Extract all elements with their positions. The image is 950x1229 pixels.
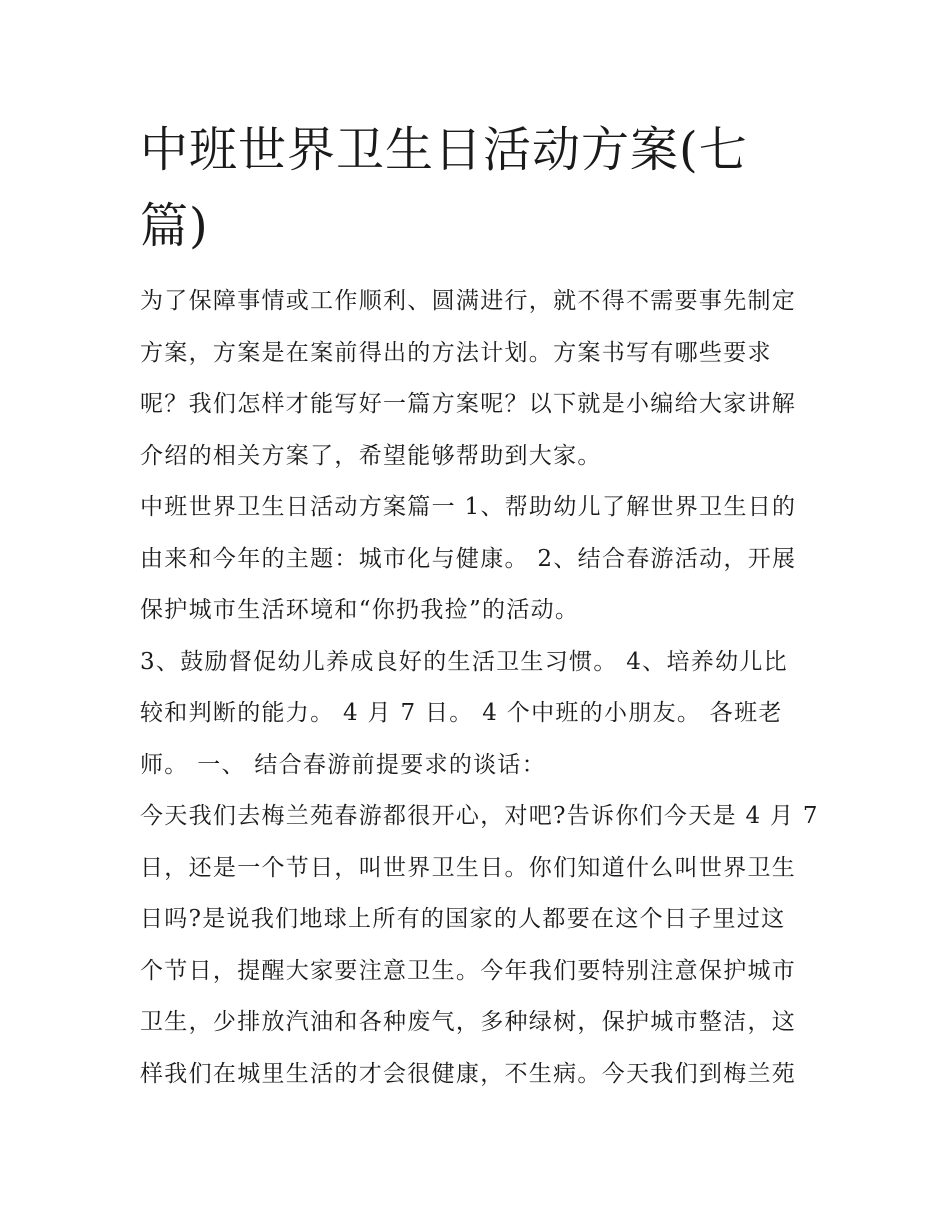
text-line: 中班世界卫生日活动方案篇一 1、帮助幼儿了解世界卫生日的 [140, 494, 797, 520]
title-line: 篇) [140, 198, 209, 254]
text-line: 个节日，提醒大家要注意卫生。今年我们要特别注意保护城市 [140, 957, 797, 984]
text-line: 保护城市生活环境和“你扔我捡”的活动。 [140, 597, 580, 623]
text-line: 呢？我们怎样才能写好一篇方案呢？以下就是小编给大家讲解 [140, 391, 797, 417]
text-line: 由来和今年的主题：城市化与健康。 2、结合春游活动，开展 [140, 545, 797, 572]
intro-paragraph [140, 276, 820, 482]
text-line: 介绍的相关方案了，希望能够帮助到大家。 [140, 442, 602, 469]
text-line: 方案，方案是在案前得出的方法计划。方案书写有哪些要求 [140, 339, 772, 366]
text-line: 日吗?是说我们地球上所有的国家的人都要在这个日子里过这 [140, 906, 786, 932]
text-line: 今天我们去梅兰苑春游都很开心，对吧?告诉你们今天是 4 月 7 [140, 803, 819, 829]
text-line: 较和判断的能力。 4 月 7 日。 4 个中班的小朋友。 各班老 [140, 700, 783, 726]
text-line: 为了保障事情或工作顺利、圆满进行，就不得不需要事先制定 [140, 288, 797, 314]
talk-paragraph [140, 791, 820, 1100]
text-line: 卫生，少排放汽油和各种废气，多种绿树，保护城市整洁，这 [140, 1009, 797, 1035]
goals-paragraph [140, 482, 820, 637]
text-line: 3、鼓励督促幼儿养成良好的生活卫生习惯。 4、培养幼儿比 [140, 648, 788, 675]
document-body [140, 276, 820, 1100]
text-line: 师。 一、 结合春游前提要求的谈话： [140, 751, 547, 778]
details-paragraph [140, 637, 820, 792]
document-title [140, 112, 820, 264]
text-line: 样我们在城里生活的才会很健康，不生病。今天我们到梅兰苑 [140, 1060, 797, 1087]
title-line: 中班世界卫生日活动方案(七 [140, 122, 748, 178]
text-line: 日，还是一个节日，叫世界卫生日。你们知道什么叫世界卫生 [140, 854, 797, 881]
